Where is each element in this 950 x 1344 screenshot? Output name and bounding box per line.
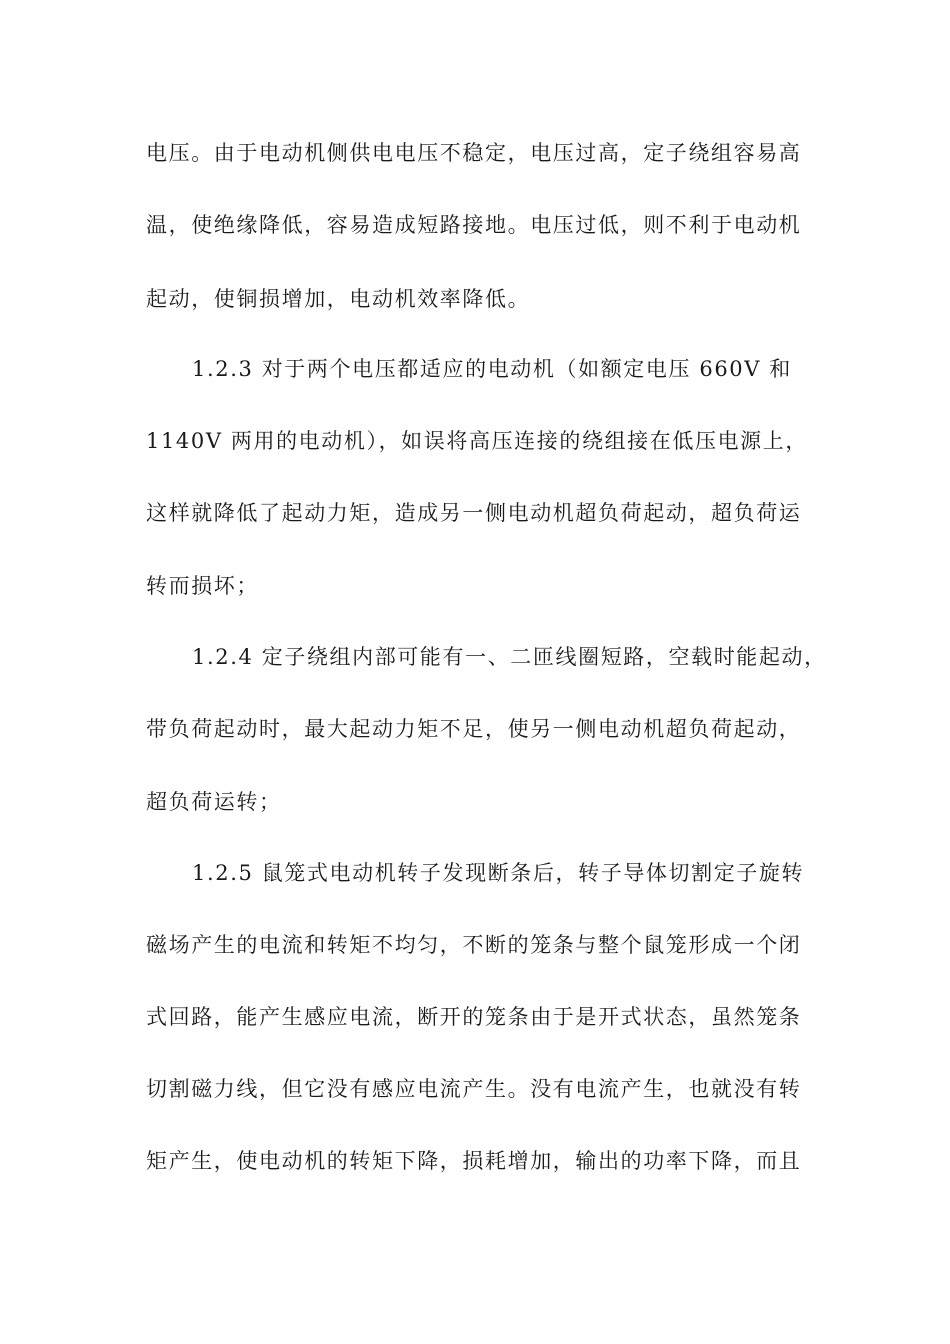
paragraph-1-2-4-line-2: 带负荷起动时，最大起动力矩不足，使另一侧电动机超负荷起动，	[146, 717, 802, 741]
paragraph-1-2-5-line-5: 矩产生，使电动机的转矩下降，损耗增加，输出的功率下降，而且	[146, 1149, 802, 1173]
paragraph-1-2-5-line-3: 式回路，能产生感应电流，断开的笼条由于是开式状态，虽然笼条	[146, 1005, 802, 1029]
paragraph-1-2-3-line-3: 这样就降低了起动力矩，造成另一侧电动机超负荷起动，超负荷运	[146, 501, 802, 525]
paragraph-1-2-3-line-2: 1140V 两用的电动机），如误将高压连接的绕组接在低压电源上，	[146, 429, 808, 453]
text-line-3: 起动，使铜损增加，电动机效率降低。	[146, 287, 531, 311]
paragraph-1-2-5-line-2: 磁场产生的电流和转矩不均匀，不断的笼条与整个鼠笼形成一个闭	[146, 933, 802, 957]
paragraph-1-2-3-line-4: 转而损坏；	[146, 574, 259, 598]
paragraph-1-2-5-line-4: 切割磁力线，但它没有感应电流产生。没有电流产生，也就没有转	[146, 1077, 802, 1101]
paragraph-1-2-3-line-1: 1.2.3 对于两个电压都适应的电动机（如额定电压 660V 和	[192, 357, 792, 381]
text-line-1: 电压。由于电动机侧供电电压不稳定，电压过高，定子绕组容易高	[146, 141, 802, 165]
paragraph-1-2-5-line-1: 1.2.5 鼠笼式电动机转子发现断条后，转子导体切割定子旋转	[192, 861, 805, 885]
text-line-2: 温，使绝缘降低，容易造成短路接地。电压过低，则不利于电动机	[146, 213, 802, 237]
paragraph-1-2-4-line-3: 超负荷运转；	[146, 790, 282, 814]
paragraph-1-2-4-line-1: 1.2.4 定子绕组内部可能有一、二匝线圈短路，空载时能起动，	[192, 645, 827, 669]
